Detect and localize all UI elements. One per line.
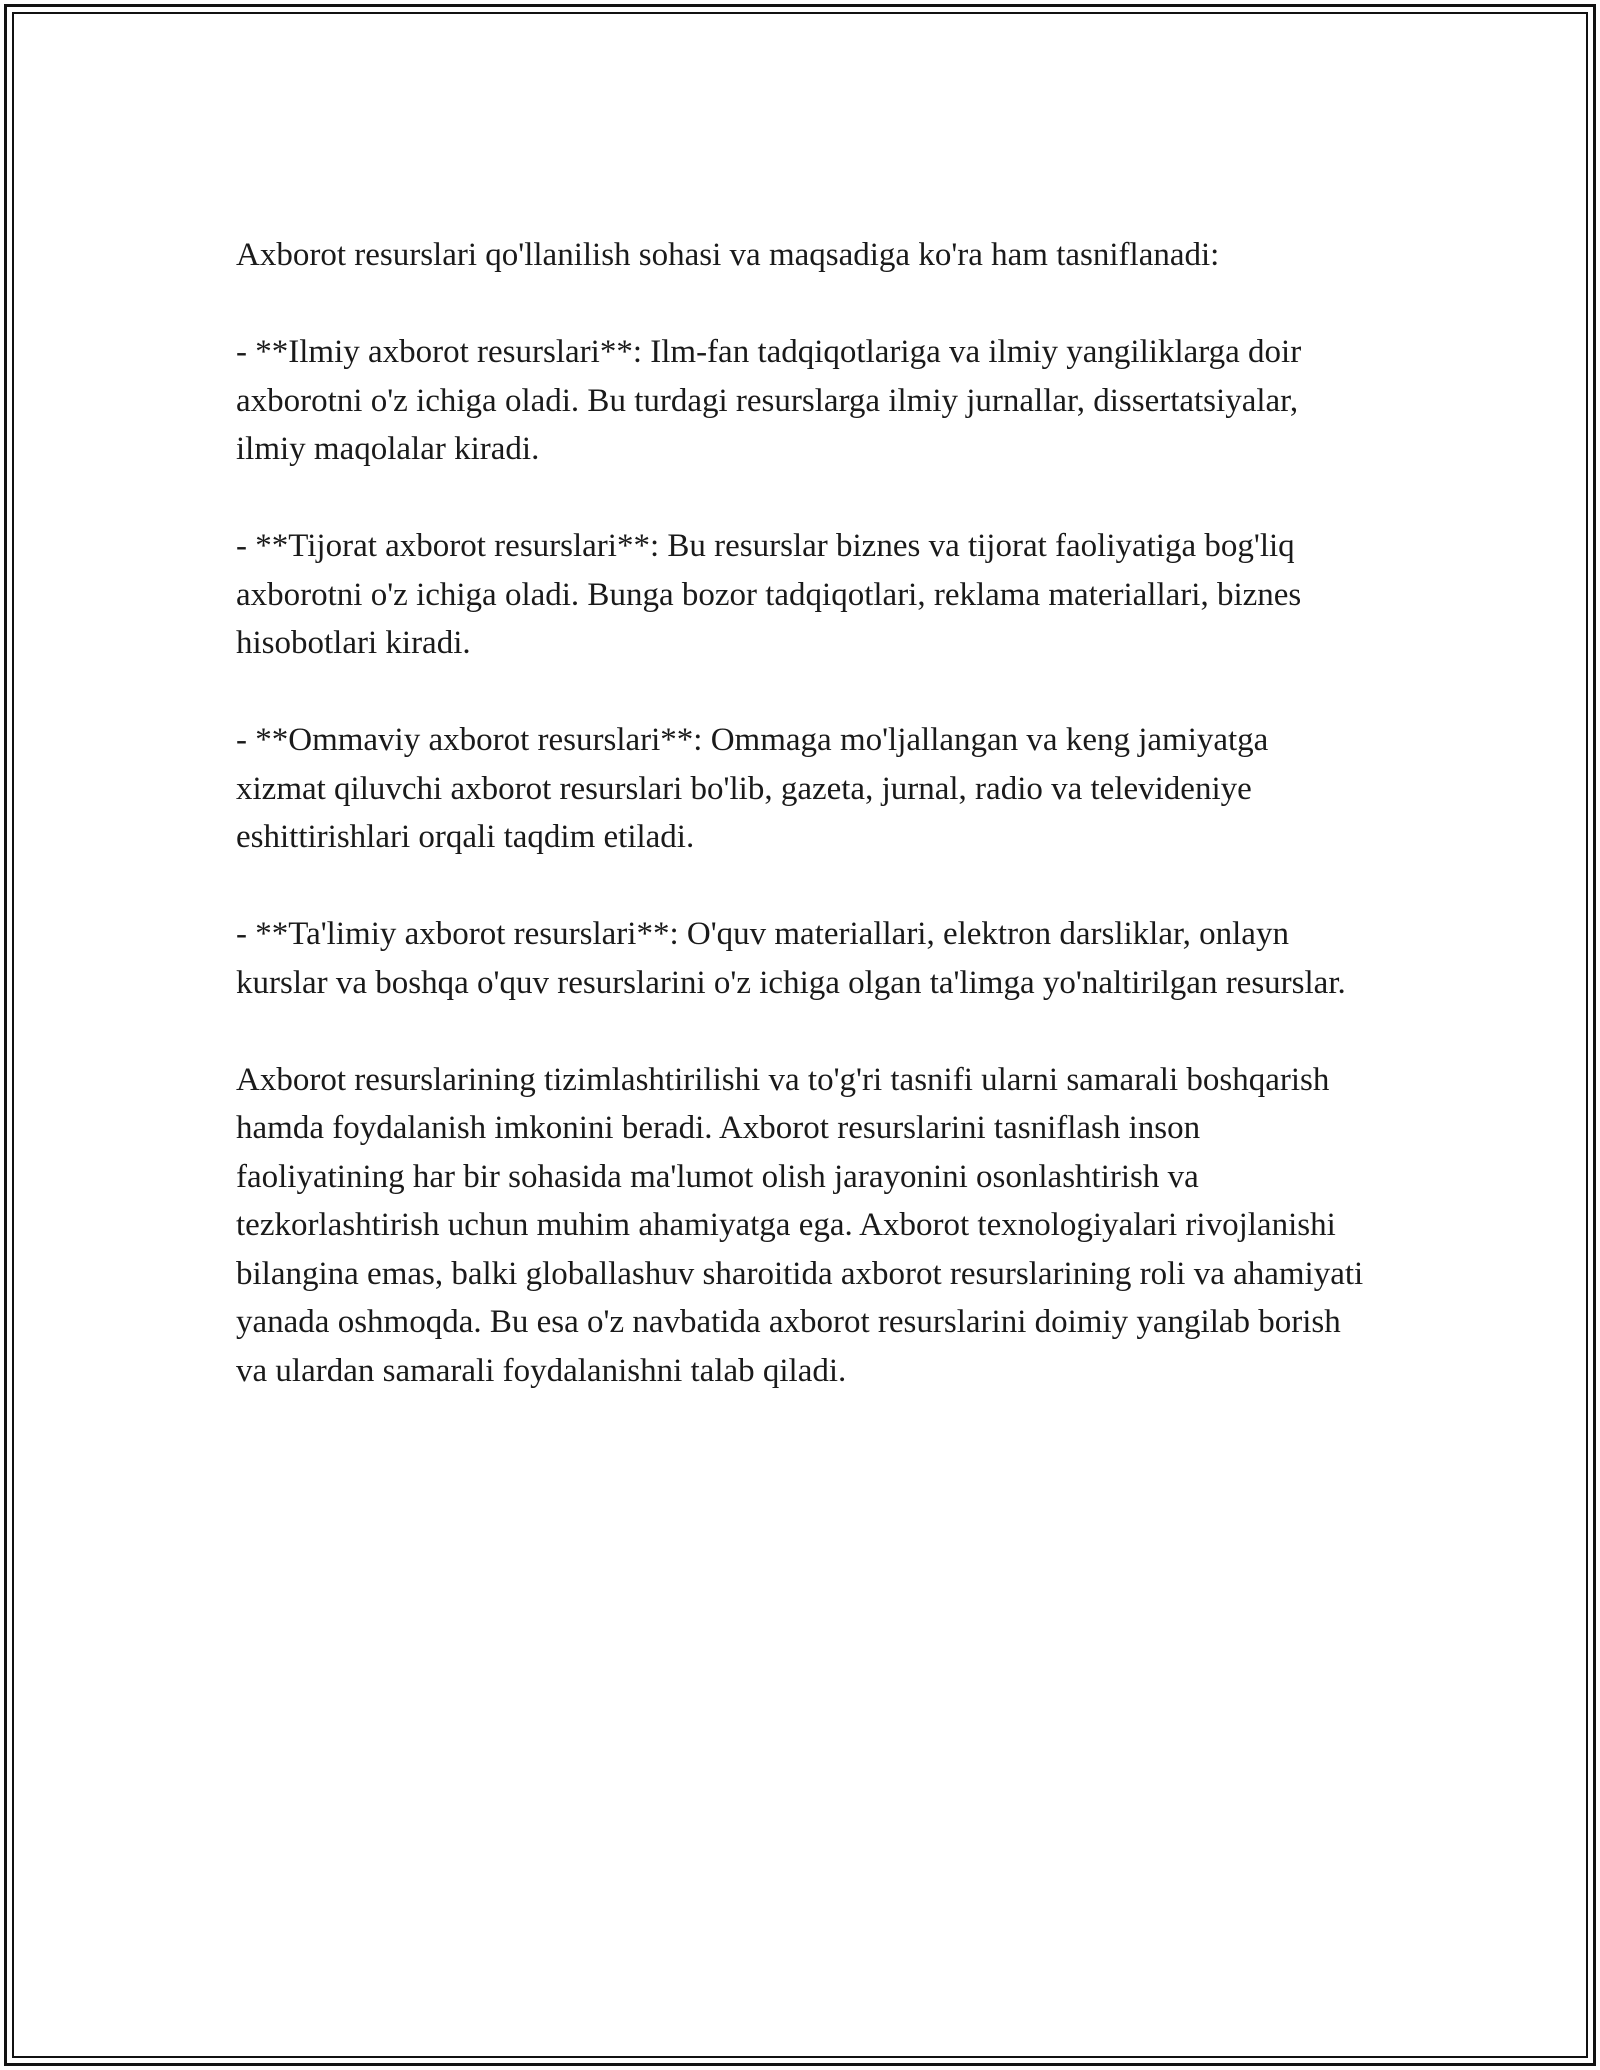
list-item-ommaviy: - **Ommaviy axborot resurslari**: Ommaga mo'ljallangan va keng jamiyatga xizmat qiluvchi axborot resurslari bo'lib, gazeta, jurnal, radio va televideniye eshittirishlari orqali taqdim etiladi. [236,722,1269,855]
list-item-talimiy: - **Ta'limiy axborot resurslari**: O'quv materiallari, elektron darsliklar, onlayn kurslar va boshqa o'quv resurslarini o'z ichiga olgan ta'limga yo'naltirilgan resurslar. [236,916,1346,1001]
intro-paragraph: Axborot resurslari qo'llanilish sohasi va maqsadiga ko'ra ham tasniflanadi: [236,237,1220,273]
list-item-ilmiy: - **Ilmiy axborot resurslari**: Ilm-fan tadqiqotlariga va ilmiy yangiliklarga doir axborotni o'z ichiga oladi. Bu turdagi resurslarga ilmiy jurnallar, dissertatsiyalar, ilmiy maqolalar kiradi. [236,334,1302,467]
list-item-tijorat: - **Tijorat axborot resurslari**: Bu resurslar biznes va tijorat faoliyatiga bog'liq axborotni o'z ichiga oladi. Bunga bozor tadqiqotlari, reklama materiallari, biznes hisobotlari kiradi. [236,528,1302,661]
document-body [236,231,1366,1395]
conclusion-paragraph: Axborot resurslarining tizimlashtirilishi va to'g'ri tasnifi ularni samarali boshqarish hamda foydalanish imkonini beradi. Axborot resurslarini tasniflash inson faoliyatining har bir sohasida ma'lumot olish jarayonini osonlashtirish va tezkorlashtirish uchun muhim ahamiyatga ega. Axborot texnologiyalari rivojlanishi bilangina emas, balki globallashuv sharoitida axborot resurslarining roli va ahamiyati yanada oshmoqda. Bu esa o'z navbatida axborot resurslarini doimiy yangilab borish va ulardan samarali foydalanishni talab qiladi. [236,1061,1364,1389]
